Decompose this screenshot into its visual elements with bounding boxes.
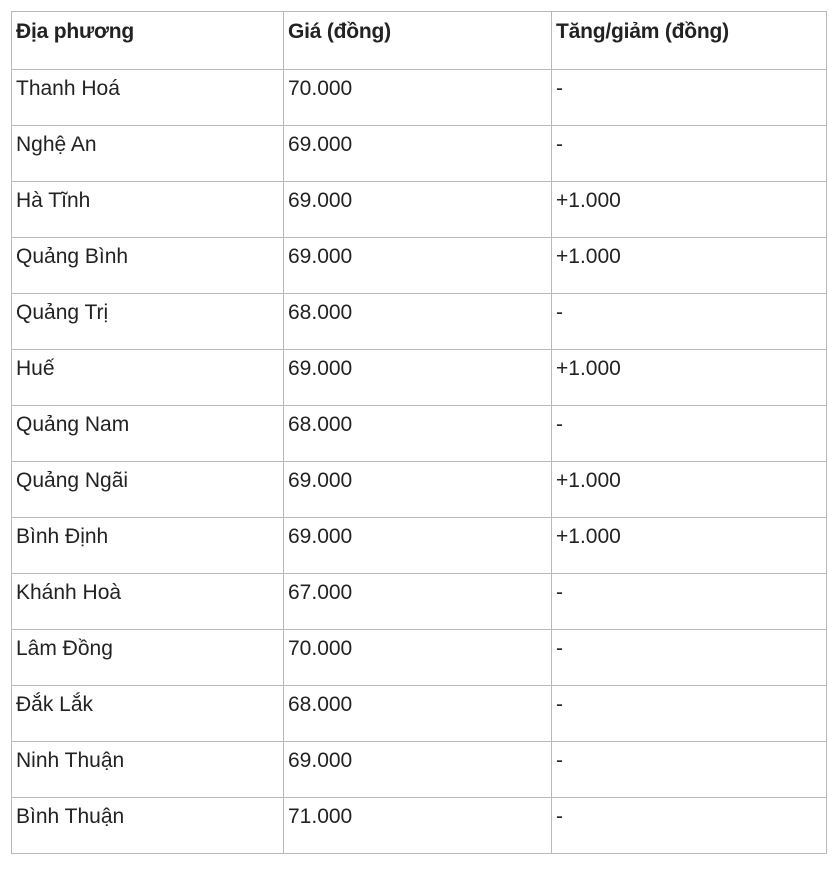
table-row	[12, 70, 827, 126]
cell-price: 70.000	[284, 630, 552, 686]
table-row	[12, 406, 827, 462]
cell-change: -	[552, 70, 827, 126]
cell-price: 69.000	[284, 182, 552, 238]
price-table	[11, 11, 827, 854]
cell-region: Khánh Hoà	[12, 574, 284, 630]
cell-region: Quảng Bình	[12, 238, 284, 294]
table-row	[12, 126, 827, 182]
header-price: Giá (đồng)	[284, 12, 552, 70]
cell-region: Hà Tĩnh	[12, 182, 284, 238]
cell-region: Huế	[12, 350, 284, 406]
cell-price: 71.000	[284, 798, 552, 854]
cell-change: -	[552, 630, 827, 686]
cell-region: Thanh Hoá	[12, 70, 284, 126]
table-row	[12, 742, 827, 798]
cell-region: Bình Định	[12, 518, 284, 574]
cell-price: 69.000	[284, 742, 552, 798]
cell-change: +1.000	[552, 350, 827, 406]
cell-region: Lâm Đồng	[12, 630, 284, 686]
cell-change: +1.000	[552, 238, 827, 294]
cell-price: 68.000	[284, 686, 552, 742]
cell-region: Quảng Ngãi	[12, 462, 284, 518]
cell-region: Quảng Trị	[12, 294, 284, 350]
cell-price: 69.000	[284, 238, 552, 294]
table-row	[12, 182, 827, 238]
cell-price: 69.000	[284, 350, 552, 406]
table-row	[12, 294, 827, 350]
cell-change: -	[552, 742, 827, 798]
header-change: Tăng/giảm (đồng)	[552, 12, 827, 70]
cell-change: -	[552, 574, 827, 630]
cell-price: 69.000	[284, 126, 552, 182]
table-row	[12, 238, 827, 294]
cell-change: +1.000	[552, 518, 827, 574]
cell-region: Nghệ An	[12, 126, 284, 182]
cell-region: Đắk Lắk	[12, 686, 284, 742]
cell-price: 69.000	[284, 518, 552, 574]
table-row	[12, 798, 827, 854]
table-row	[12, 574, 827, 630]
table-row	[12, 518, 827, 574]
cell-change: -	[552, 406, 827, 462]
cell-change: -	[552, 126, 827, 182]
cell-price: 68.000	[284, 406, 552, 462]
cell-region: Quảng Nam	[12, 406, 284, 462]
cell-change: +1.000	[552, 182, 827, 238]
table-header-row	[12, 12, 827, 70]
cell-change: -	[552, 294, 827, 350]
cell-region: Bình Thuận	[12, 798, 284, 854]
cell-price: 67.000	[284, 574, 552, 630]
cell-change: -	[552, 686, 827, 742]
header-region: Địa phương	[12, 12, 284, 70]
cell-change: -	[552, 798, 827, 854]
cell-change: +1.000	[552, 462, 827, 518]
table-row	[12, 462, 827, 518]
table-row	[12, 350, 827, 406]
cell-price: 68.000	[284, 294, 552, 350]
cell-region: Ninh Thuận	[12, 742, 284, 798]
cell-price: 69.000	[284, 462, 552, 518]
cell-price: 70.000	[284, 70, 552, 126]
table-row	[12, 630, 827, 686]
table-row	[12, 686, 827, 742]
